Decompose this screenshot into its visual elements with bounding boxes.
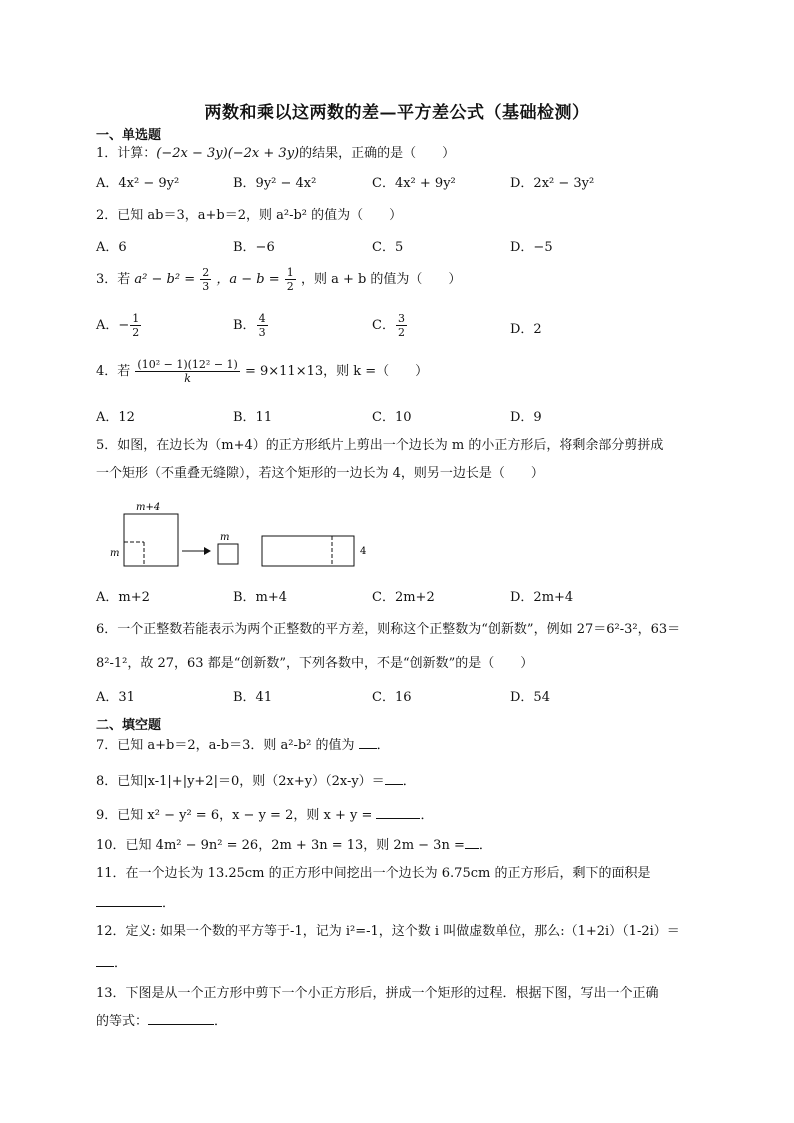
question-6-options bbox=[96, 686, 706, 706]
q4-option-b[interactable]: B．11 bbox=[233, 410, 273, 425]
q1-option-c[interactable]: C．4x² + 9y² bbox=[372, 176, 456, 191]
q5-fig-big-square bbox=[124, 514, 178, 566]
q6-option-b[interactable]: B．41 bbox=[233, 690, 273, 705]
q4-option-a[interactable]: A．12 bbox=[96, 410, 135, 425]
question-13: 13．下图是从一个正方形中剪下一个小正方形后，拼成一个矩形的过程．根据下图，写出一个正确 bbox=[96, 986, 659, 1001]
question-3: 3．若 a² − b² = $\frac{2}{3}$ ，a − b = $\frac{1}{2}$ ，则 a + b 的值为（ ） bbox=[96, 266, 462, 293]
page-title: 两数和乘以这两数的差—平方差公式（基础检测） bbox=[204, 103, 590, 123]
question-8: 8．已知|x-1|+|y+2|＝0，则（2x+y）（2x-y）＝ ． bbox=[96, 774, 416, 789]
q5-option-b[interactable]: B．m+4 bbox=[233, 590, 288, 605]
q4-option-d[interactable]: D．9 bbox=[510, 410, 542, 425]
q5-figure bbox=[104, 496, 374, 576]
question-7: 7．已知 a+b＝2，a-b＝3．则 a²-b² 的值为 ． bbox=[96, 738, 390, 753]
q3-option-d[interactable]: D．2 bbox=[510, 322, 542, 337]
q2-option-c[interactable]: C．5 bbox=[372, 240, 404, 255]
question-6-line-2: 8²-1²，故 27，63 都是“创新数”，下列各数中，不是“创新数”的是（ ） bbox=[96, 656, 534, 671]
question-12: 12．定义: 如果一个数的平方等于-1，记为 i²=-1，这个数 i 叫做虚数单位，那么:（1+2i）（1-2i）＝ bbox=[96, 924, 680, 939]
question-11-answer-line: ． bbox=[96, 892, 706, 911]
q13-answer-blank[interactable] bbox=[148, 1012, 214, 1025]
question-9: 9．已知 x² − y² = 6，x − y = 2，则 x + y = ． bbox=[96, 808, 434, 823]
question-6-line-1: 6．一个正整数若能表示为两个正整数的平方差，则称这个正整数为“创新数”，例如 27＝6²-3²，63＝ bbox=[96, 622, 681, 637]
q2-option-a[interactable]: A．6 bbox=[96, 240, 127, 255]
question-3-options bbox=[96, 312, 706, 339]
question-5-options bbox=[96, 586, 706, 606]
q4-option-c[interactable]: C．10 bbox=[372, 410, 412, 425]
q6-option-a[interactable]: A．31 bbox=[96, 690, 135, 705]
question-12-answer-line: ． bbox=[96, 952, 706, 971]
question-5-line-2: 一个矩形（不重叠无缝隙），若这个矩形的一边长为 4，则另一边长是（ ） bbox=[96, 466, 544, 481]
question-1-options bbox=[96, 172, 706, 192]
q8-answer-blank[interactable] bbox=[385, 772, 403, 785]
question-11: 11．在一个边长为 13.25cm 的正方形中间挖出一个边长为 6.75cm 的正方形后，剩下的面积是 bbox=[96, 866, 651, 881]
q1-option-d[interactable]: D．2x² − 3y² bbox=[510, 176, 595, 191]
q1-option-b[interactable]: B．9y² − 4x² bbox=[233, 176, 317, 191]
question-4-options bbox=[96, 406, 706, 426]
q10-answer-blank[interactable] bbox=[465, 836, 479, 849]
q12-answer-blank[interactable] bbox=[96, 954, 114, 967]
question-13-line-2: 的等式： ． bbox=[96, 1014, 228, 1029]
question-10: 10．已知 4m² − 9n² = 26，2m + 3n = 13，则 2m − 3n = ． bbox=[96, 838, 492, 853]
q1-expression: (−2x − 3y)(−2x + 3y) bbox=[156, 146, 300, 161]
q5-option-a[interactable]: A．m+2 bbox=[96, 590, 150, 605]
q3-option-b[interactable]: B． $\frac{4}{3}$ bbox=[233, 312, 266, 339]
question-5-line-1: 5．如图，在边长为（m+4）的正方形纸片上剪出一个边长为 m 的小正方形后，将剩余部分剪拼成 bbox=[96, 438, 664, 453]
q5-option-c[interactable]: C．2m+2 bbox=[372, 590, 435, 605]
q5-fig-label-top: m+4 bbox=[136, 502, 161, 513]
q5-fig-small-square bbox=[218, 544, 238, 564]
question-4: 4．若 $\frac{\text{(10² − 1)(12² − 1)}}{k}$ = 9×11×13，则 k =（ ） bbox=[96, 358, 429, 385]
question-1: 1．计算：(−2x − 3y)(−2x + 3y)的结果，正确的是（ ） bbox=[96, 146, 456, 161]
q2-option-d[interactable]: D．−5 bbox=[510, 240, 553, 255]
q4-fraction: $\frac{\text{(10² − 1)(12² − 1)}}{k}$ bbox=[137, 358, 238, 385]
q6-option-d[interactable]: D．54 bbox=[510, 690, 550, 705]
q5-fig-rectangle bbox=[262, 536, 354, 566]
q3-fraction-1: $\frac{2}{3}$ bbox=[202, 266, 210, 293]
q5-fig-label-left: m bbox=[110, 548, 120, 559]
q5-fig-label-small: m bbox=[220, 532, 230, 543]
q3-fraction-2: $\frac{1}{2}$ bbox=[286, 266, 294, 293]
section-fill-blank: 二、填空题 bbox=[96, 718, 162, 733]
q7-answer-blank[interactable] bbox=[359, 736, 377, 749]
q5-fig-label-rect: 4 bbox=[360, 546, 367, 557]
q5-option-d[interactable]: D．2m+4 bbox=[510, 590, 574, 605]
q5-fig-arrowhead bbox=[204, 547, 211, 555]
q1-option-a[interactable]: A．4x² − 9y² bbox=[96, 176, 180, 191]
q3-option-a[interactable]: A．− $\frac{1}{2}$ bbox=[96, 312, 140, 339]
q2-option-b[interactable]: B．−6 bbox=[233, 240, 275, 255]
question-2-options bbox=[96, 236, 706, 256]
q3-option-c[interactable]: C． $\frac{3}{2}$ bbox=[372, 312, 405, 339]
q9-answer-blank[interactable] bbox=[376, 806, 420, 819]
question-2: 2．已知 ab＝3，a+b＝2，则 a²-b² 的值为（ ） bbox=[96, 208, 403, 223]
q6-option-c[interactable]: C．16 bbox=[372, 690, 412, 705]
section-single-choice: 一、单选题 bbox=[96, 128, 162, 143]
q11-answer-blank[interactable] bbox=[96, 894, 162, 907]
